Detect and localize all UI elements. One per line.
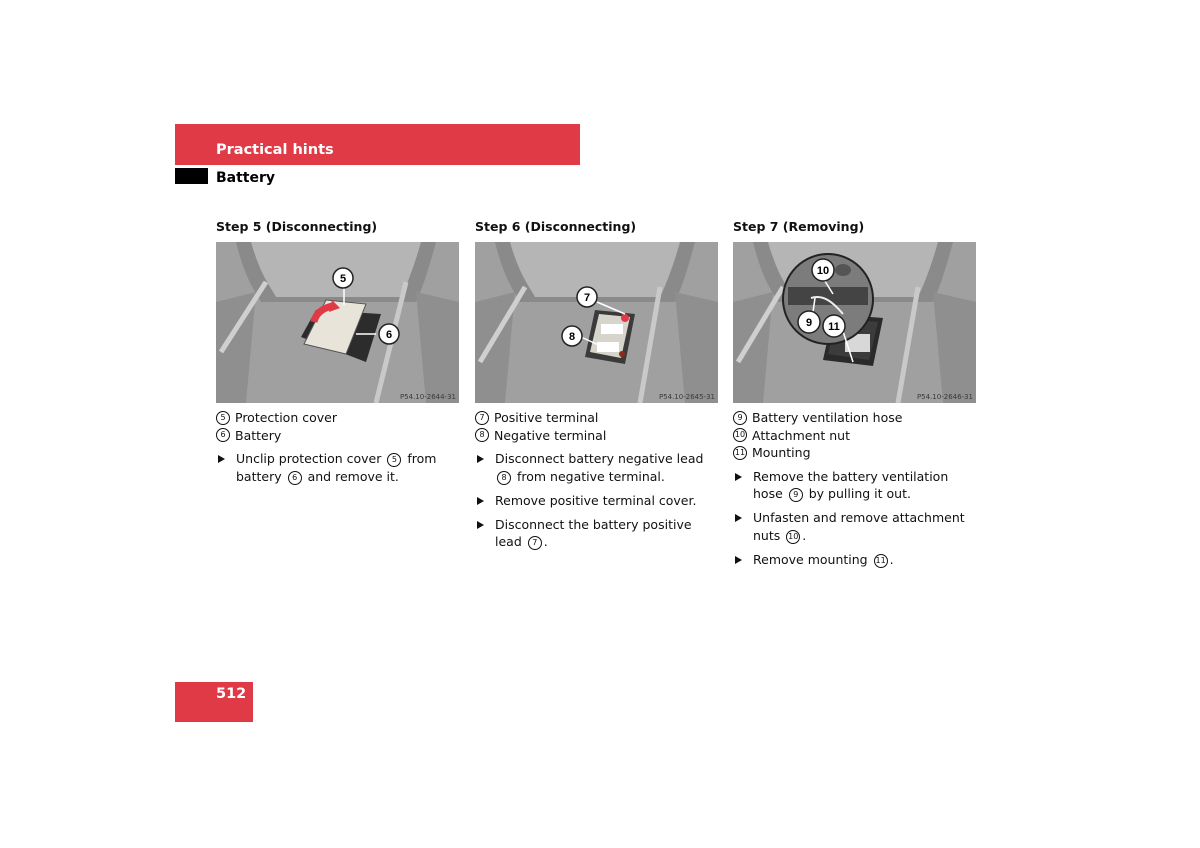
legend-item bbox=[216, 427, 461, 445]
photo-code: P54.10-2644-31 bbox=[399, 393, 456, 401]
step-title: Step 5 (Disconnecting) bbox=[216, 219, 378, 234]
step-title: Step 7 (Removing) bbox=[733, 219, 865, 234]
callout-7 bbox=[577, 287, 597, 307]
instruction-item: Unfasten and remove attachment nuts 10 . bbox=[733, 509, 978, 544]
legend-text: Positive terminal bbox=[494, 410, 599, 425]
instruction-list bbox=[733, 468, 978, 569]
instruction-item: Remove the battery ventilation hose 9 by pulling it out. bbox=[733, 468, 978, 503]
callout-11 bbox=[823, 315, 845, 337]
legend-item bbox=[733, 444, 978, 462]
callout-6 bbox=[379, 324, 399, 344]
legend-number: 7 bbox=[475, 411, 489, 425]
legend-text: Mounting bbox=[752, 445, 811, 460]
legend-text: Battery bbox=[235, 427, 282, 443]
photo-code: P54.10-2646-31 bbox=[916, 393, 973, 401]
legend bbox=[475, 409, 720, 444]
legend-item bbox=[733, 409, 978, 427]
legend-item bbox=[475, 409, 720, 427]
legend-number: 8 bbox=[475, 428, 489, 442]
legend bbox=[733, 409, 978, 462]
step-title: Step 6 (Disconnecting) bbox=[475, 219, 637, 234]
section-title: Battery bbox=[216, 170, 276, 186]
legend-item bbox=[216, 409, 461, 427]
photo-code: P54.10-2645-31 bbox=[658, 393, 715, 401]
legend-number: 9 bbox=[733, 411, 747, 425]
legend-text: Negative terminal bbox=[494, 427, 607, 443]
instruction-item: Unclip protection cover 5 from battery 6 and remove it. bbox=[216, 450, 461, 485]
callout-10 bbox=[812, 259, 834, 281]
legend-number: 6 bbox=[216, 428, 230, 442]
legend-number: 11 bbox=[733, 446, 747, 460]
svg-text:5: 5 bbox=[339, 273, 347, 285]
svg-text:8: 8 bbox=[568, 331, 576, 343]
svg-text:9: 9 bbox=[805, 317, 813, 329]
legend-text: Protection cover bbox=[235, 410, 337, 425]
legend bbox=[216, 409, 461, 444]
instruction-item: Remove positive terminal cover. bbox=[475, 492, 720, 510]
step-6-column bbox=[475, 219, 720, 557]
step-7-photo bbox=[733, 242, 976, 403]
legend-text: Attachment nut bbox=[752, 427, 850, 443]
section-marker bbox=[175, 168, 208, 184]
instruction-list bbox=[216, 450, 461, 485]
instruction-item: Remove mounting 11 . bbox=[733, 551, 978, 569]
step-5-column bbox=[216, 219, 461, 492]
legend-item bbox=[733, 427, 978, 445]
instruction-item: Disconnect battery negative lead 8 from negative terminal. bbox=[475, 450, 720, 485]
callout-5 bbox=[333, 268, 353, 288]
page-number: 512 bbox=[216, 686, 247, 702]
legend-text: Battery ventilation hose bbox=[752, 410, 903, 425]
svg-text:11: 11 bbox=[828, 321, 840, 333]
callout-9 bbox=[798, 311, 820, 333]
instruction-list bbox=[475, 450, 720, 551]
svg-text:10: 10 bbox=[816, 265, 830, 277]
step-7-column bbox=[733, 219, 978, 575]
chapter-title: Practical hints bbox=[216, 142, 334, 158]
svg-text:6: 6 bbox=[385, 329, 393, 341]
legend-item bbox=[475, 427, 720, 445]
instruction-item: Disconnect the battery positive lead 7 . bbox=[475, 516, 720, 551]
step-6-photo bbox=[475, 242, 718, 403]
step-5-photo bbox=[216, 242, 459, 403]
legend-number: 5 bbox=[216, 411, 230, 425]
legend-number: 10 bbox=[733, 428, 747, 442]
callout-8 bbox=[562, 326, 582, 346]
svg-text:7: 7 bbox=[583, 292, 591, 304]
